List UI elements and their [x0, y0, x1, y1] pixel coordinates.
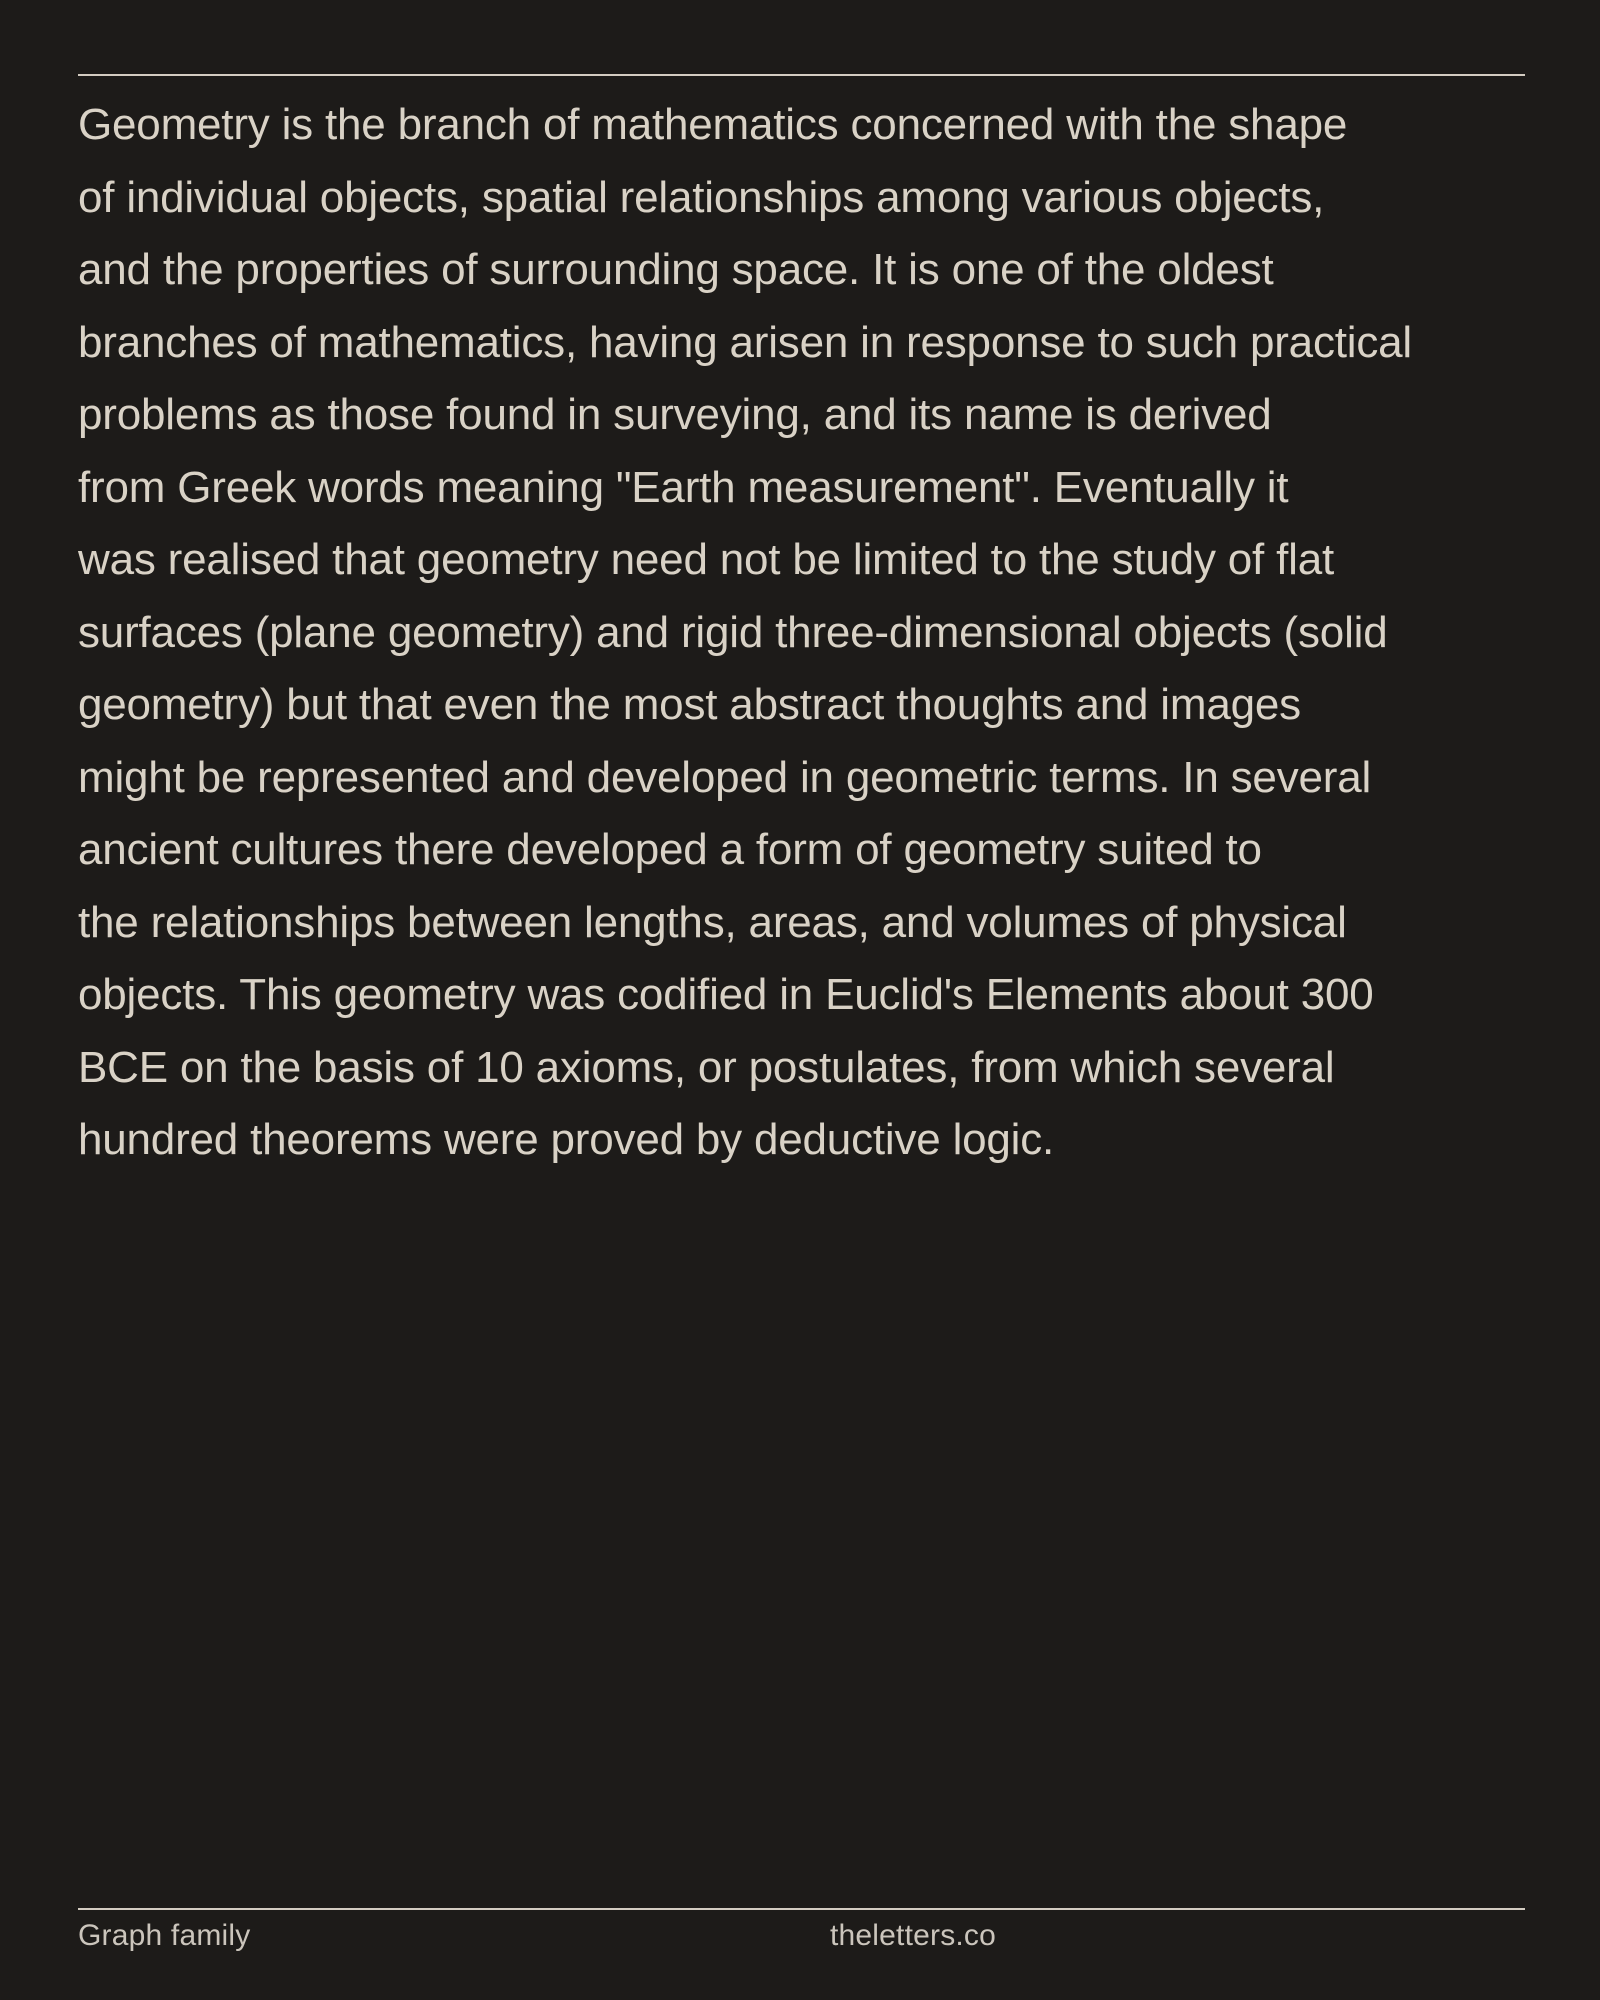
foundry-link[interactable]: theletters.co [830, 1919, 997, 1952]
specimen-line: and the properties of surrounding space. It is one of the oldest [78, 245, 1274, 294]
specimen-line: might be represented and developed in geometric terms. In several [78, 752, 1372, 802]
specimen-line: Geometry is the branch of mathematics concerned with the shape [78, 100, 1348, 149]
specimen-line: objects. This geometry was codified in Euclid's Elements about 300 [78, 970, 1374, 1019]
specimen-line: problems as those found in surveying, and its name is derived [78, 390, 1272, 439]
specimen-line: of individual objects, spatial relationships among various objects, [78, 172, 1325, 222]
specimen-line: the relationships between lengths, areas, and volumes of physical [78, 897, 1347, 947]
specimen-line: ancient cultures there developed a form of geometry suited to [78, 825, 1262, 874]
specimen-paragraph [78, 89, 1538, 1177]
top-rule [78, 74, 1525, 76]
specimen-line: surfaces (plane geometry) and rigid three-dimensional objects (solid [78, 607, 1388, 657]
specimen-line: hundred theorems were proved by deductive logic. [78, 1115, 1055, 1164]
specimen-line: geometry) but that even the most abstract thoughts and images [78, 680, 1301, 729]
footer-rule [78, 1908, 1525, 1910]
specimen-line: branches of mathematics, having arisen in response to such practical [78, 317, 1412, 367]
specimen-line: BCE on the basis of 10 axioms, or postulates, from which several [78, 1042, 1335, 1092]
font-family-label: Graph family [78, 1919, 251, 1952]
specimen-line: was realised that geometry need not be limited to the study of flat [78, 535, 1334, 584]
specimen-line: from Greek words meaning "Earth measurement". Eventually it [78, 462, 1289, 512]
